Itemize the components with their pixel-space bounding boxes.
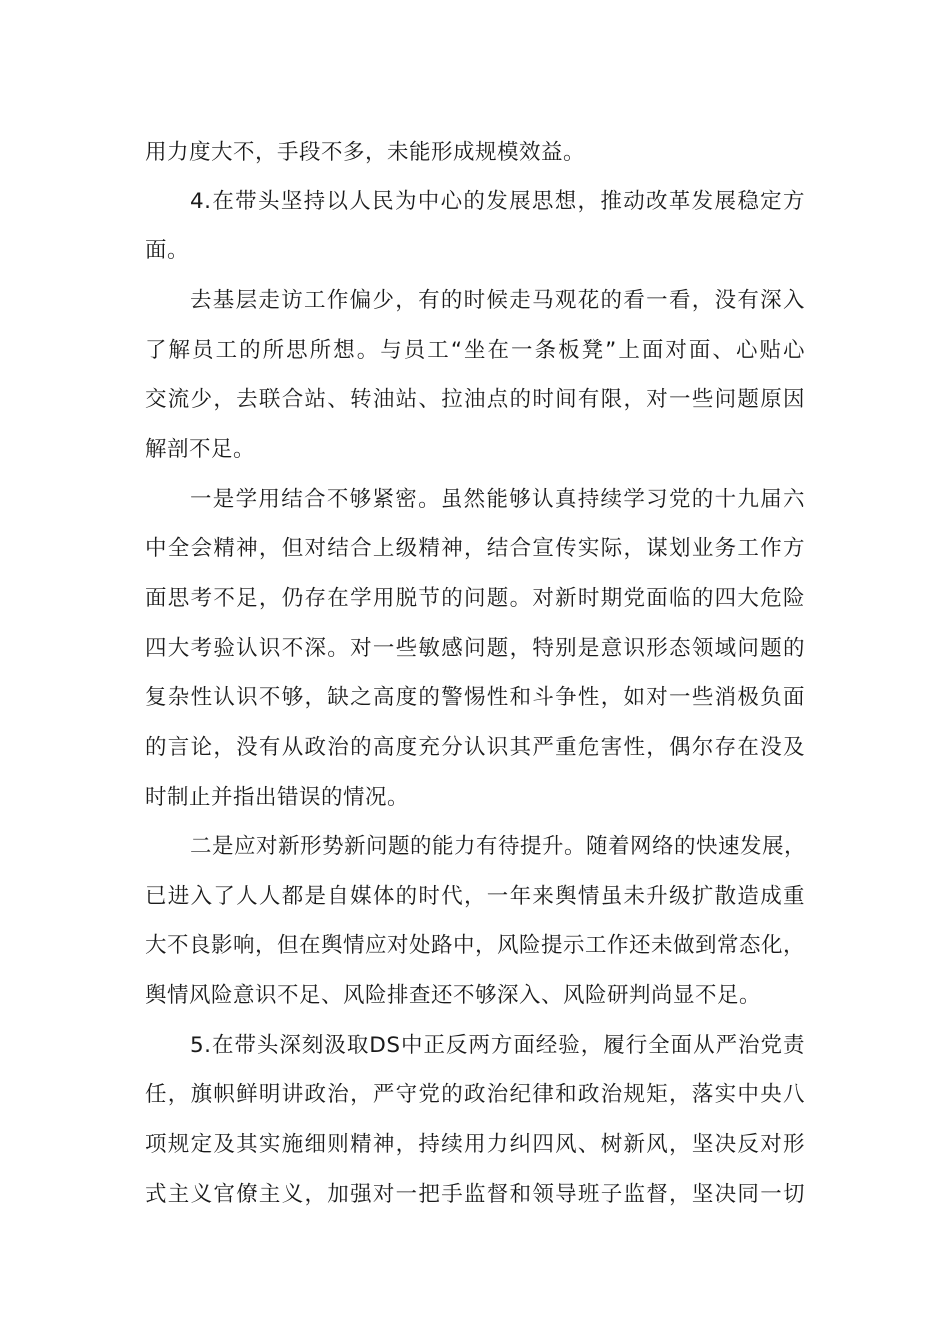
text-line: 二是应对新形势新问题的能力有待提升。随着网络的快速发展，: [190, 834, 807, 859]
text-line: 交流少，去联合站、转油站、拉油点的时间有限，对一些问题原因: [145, 387, 805, 412]
text-line: 解剖不足。: [145, 437, 256, 462]
text-line: 一是学用结合不够紧密。虽然能够认真持续学习党的十九届六: [190, 487, 805, 512]
text-line: 时制止并指出错误的情况。: [145, 785, 410, 810]
text-line: 任，旗帜鲜明讲政治，严守党的政治纪律和政治规矩，落实中央八: [145, 1082, 805, 1107]
text-line: 大不良影响，但在舆情应对处路中，风险提示工作还未做到常态化，: [145, 933, 806, 958]
text-line: 四大考验认识不深。对一些敏感问题，特别是意识形态领域问题的: [145, 636, 805, 661]
text-line: 舆情风险意识不足、风险排查还不够深入、风险研判尚显不足。: [145, 983, 762, 1008]
text-line: 中全会精神，但对结合上级精神，结合宣传实际，谋划业务工作方: [145, 536, 805, 561]
text-line: 用力度大不，手段不多，未能形成规模效益。: [145, 140, 586, 165]
text-line: 面思考不足，仍存在学用脱节的问题。对新时期党面临的四大危险: [145, 586, 805, 611]
text-line: 5.在带头深刻汲取DS中正反两方面经验，履行全面从严治党责: [190, 1033, 805, 1058]
text-line: 面。: [145, 238, 190, 263]
text-line: 式主义官僚主义，加强对一把手监督和领导班子监督，坚决同一切: [145, 1182, 805, 1207]
text-line: 去基层走访工作偏少，有的时候走马观花的看一看，没有深入: [190, 288, 805, 313]
text-line: 的言论，没有从政治的高度充分认识其严重危害性，偶尔存在没及: [145, 735, 805, 760]
text-line: 已进入了人人都是自媒体的时代，一年来舆情虽未升级扩散造成重: [145, 884, 805, 909]
text-line: 了解员工的所思所想。与员工“坐在一条板凳”上面对面、心贴心: [145, 338, 805, 363]
text-line: 复杂性认识不够，缺之高度的警惕性和斗争性，如对一些消极负面: [145, 685, 805, 710]
text-line: 4.在带头坚持以人民为中心的发展思想，推动改革发展稳定方: [190, 189, 805, 214]
text-line: 项规定及其实施细则精神，持续用力纠四风、树新风，坚决反对形: [145, 1132, 805, 1157]
